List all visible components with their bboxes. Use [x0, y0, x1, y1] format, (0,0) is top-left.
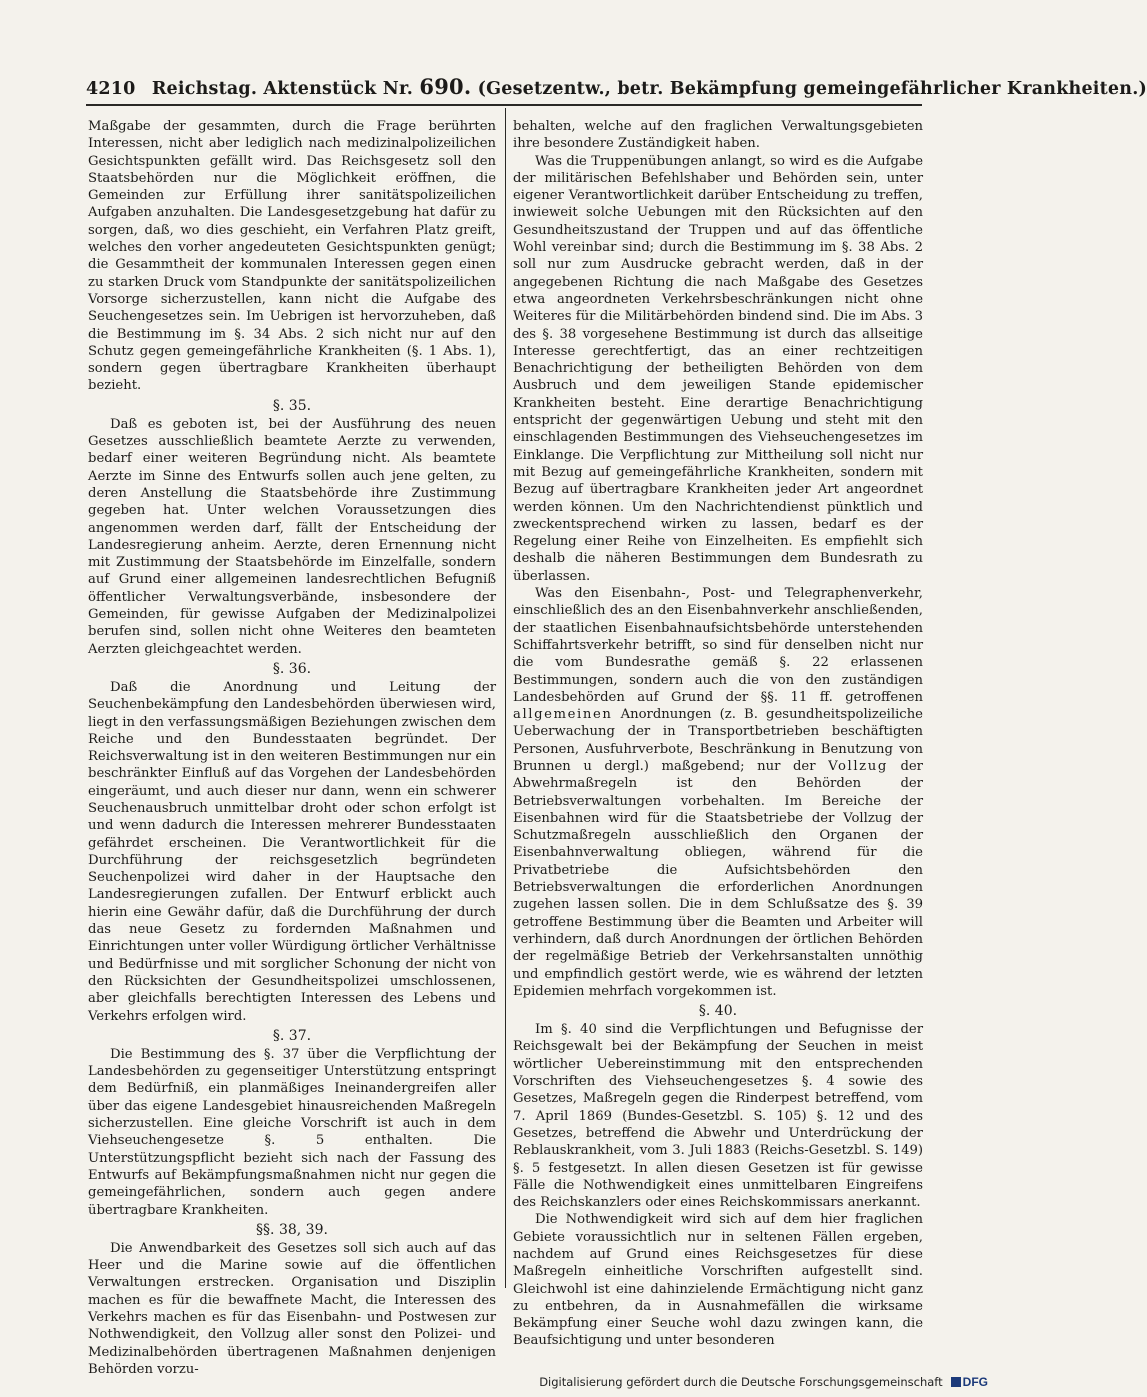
page-header	[86, 74, 1147, 102]
emphasis-text: Vollzug	[828, 758, 888, 774]
header-title: Reichstag. Aktenstück Nr.	[151, 79, 414, 99]
page-number: 4210	[86, 79, 136, 99]
paragraph: Maßgabe der gesammten, durch die Frage berührten Interessen, nicht aber lediglich nach medizinalpolizeilichen Gesichtspunkten gefällt wird. Das Reichsgesetz soll den Staatsbehörden nur die Möglichkeit eröffnen, die Gemeinden zur Erfüllung ihrer sanitätspolizeilichen Aufgaben anzuhalten. Die Landesgesetzgebung hat dafür zu sorgen, daß, wo dies geschieht, ein Verfahren Platz greift, welches den vorher angedeuteten Gesichtspunkten genügt; die Gesammtheit der kommunalen Interessen gegen einen zu starken Druck vom Standpunkte der sanitätspolizeilichen Vorsorge sicherzustellen, kann nicht die Aufgabe des Seuchengesetzes sein. Im Uebrigen ist hervorzuheben, daß die Bestimmung im §. 34 Abs. 2 sich nicht nur auf den Schutz gegen gemeingefährliche Krankheiten (§. 1 Abs. 1), sondern gegen übertragbare Krankheiten überhaupt bezieht.	[88, 119, 496, 394]
logo-text: DFG	[962, 1375, 988, 1389]
right-column	[513, 118, 923, 1350]
header-rule	[86, 104, 922, 106]
paragraph: Die Nothwendigkeit wird sich auf dem hier fraglichen Gebiete voraussichtlich nur in seltenen Fällen ergeben, nachdem auf Grund eines Reichsgesetzes für diese Maßregeln einheitliche Vorschriften aufgestellt sind. Gleichwohl ist eine dahinzielende Ermächtigung nicht ganz zu entbehren, da in Ausnahmefällen die wirksame Bekämpfung einer Seuche wohl dazu zwingen kann, die Beaufsichtigung und unter besonderen	[513, 1212, 923, 1349]
footer-text: Digitalisierung gefördert durch die Deutsche Forschungsgemeinschaft	[539, 1375, 943, 1389]
paragraph: Daß es geboten ist, bei der Ausführung des neuen Gesetzes ausschließlich beamtete Aerzte zu verwenden, bedarf einer weiteren Begründung nicht. Als beamtete Aerzte im Sinne des Entwurfs sollen auch jene gelten, zu deren Anstellung die Staatsbehörde ihre Zustimmung gegeben hat. Unter welchen Voraussetzungen dies angenommen werden darf, fällt der Entscheidung der Landesregierung anheim. Aerzte, deren Ernennung nicht mit Zustimmung der Staatsbehörde im Einzelfalle, sondern auf Grund einer allgemeinen landesrechtlichen Befugniß öffentlicher Verwaltungsverbände, insbesondere der Gemeinden, für gewisse Aufgaben der Medizinalpolizei berufen sind, sollen nicht ohne Weiteres den beamteten Aerzten gleichgeachtet werden.	[88, 416, 496, 657]
section-heading-40: §. 40.	[698, 1003, 738, 1020]
column-divider	[505, 108, 506, 1288]
section-heading-35: §. 35.	[272, 397, 312, 414]
section-heading-37: §. 37.	[272, 1027, 312, 1044]
text-run: Anordnungen (z. B. gesundheitspolizeiliche Ueberwachung der in Transportbetrieben beschäftigten Personen, Ausfuhrverbote, Beschränkung in Benutzung von Brunnen u dergl.) maßgebend; nur der	[513, 707, 923, 774]
section-heading-38-39: §§. 38, 39.	[256, 1221, 328, 1238]
section-heading-36: §. 36.	[272, 660, 312, 677]
digitization-footer	[539, 1373, 988, 1391]
emphasis-text: allgemeinen	[513, 707, 613, 723]
text-run: der Abwehrmaßregeln ist den Behörden der Betriebsverwaltungen vorbehalten. Im Bereiche der Eisenbahnen wird für die Staatsbetriebe der Vollzug der Schutzmaßregeln ausschließlich den Organen der Eisenbahnverwaltung obliegen, während für die Privatbetriebe die Aufsichtsbehörden den Betriebsverwaltungen die erforderlichen Anordnungen zugehen lassen sollen. Die in dem Schlußsatze des §. 39 getroffene Bestimmung über die Beamten und Arbeiter will verhindern, daß durch Anordnungen der örtlichen Behörden der regelmäßige Betrieb der Verkehrsanstalten unnöthig und empfindlich gestört werde, wie es während der letzten Epidemien mehrfach vorgekommen ist.	[513, 758, 923, 999]
left-column	[88, 118, 496, 1378]
document-number: 690.	[419, 74, 472, 99]
header-subtitle: (Gesetzentw., betr. Bekämpfung gemeingefährlicher Krankheiten.)	[477, 79, 1147, 99]
paragraph: behalten, welche auf den fraglichen Verwaltungsgebieten ihre besondere Zuständigkeit haben.	[513, 119, 923, 152]
paragraph: Daß die Anordnung und Leitung der Seuchenbekämpfung den Landesbehörden überwiesen wird, liegt in den verfassungsmäßigen Beziehungen zwischen dem Reiche und den Bundesstaaten begründet. Der Reichsverwaltung ist in den weiteren Bestimmungen nur ein beschränkter Einfluß auf das Vorgehen der Landesbehörden eingeräumt, und auch dieser nur dann, wenn ein schwerer Seuchenausbruch unmittelbar droht oder schon erfolgt ist und wenn dadurch die Interessen mehrerer Bundesstaaten gefährdet erscheinen. Die Verantwortlichkeit für die Durchführung der reichsgesetzlich begründeten Seuchenpolizei wird daher in der Hauptsache den Landesregierungen zufallen. Der Entwurf erblickt auch hierin eine Gewähr dafür, daß die Durchführung der durch das neue Gesetz zu fordernden Maßnahmen und Einrichtungen unter voller Würdigung örtlicher Verhältnisse und Bedürfnisse und mit sorglicher Schonung der nicht von den Rücksichten der Gesundheitspolizei umschlossenen, aber gleichfalls berechtigten Interessen des Lebens und Verkehrs erfolgen wird.	[88, 679, 496, 1024]
text-run: Was den Eisenbahn-, Post- und Telegraphenverkehr, einschließlich des an den Eisenbahnverkehr anschließenden, der staatlichen Eisenbahnaufsichtsbehörde unterstehenden Schiffahrtsverkehr betrifft, so sind für denselben nicht nur die vom Bundesrathe gemäß §. 22 erlassenen Bestimmungen, sondern auch die von den zuständigen Landesbehörden auf Grund der §§. 11 ff. getroffenen	[513, 586, 923, 705]
paragraph: Im §. 40 sind die Verpflichtungen und Befugnisse der Reichsgewalt bei der Bekämpfung der Seuchen in meist wörtlicher Uebereinstimmung mit den entsprechenden Vorschriften des Viehseuchengesetzes §. 4 sowie des Gesetzes, Maßregeln gegen die Rinderpest betreffend, vom 7. April 1869 (Bundes-Gesetzbl. S. 105) §. 12 und des Gesetzes, betreffend die Abwehr und Unterdrückung der Reblauskrankheit, vom 3. Juli 1883 (Reichs-Gesetzbl. S. 149) §. 5 festgesetzt. In allen diesen Gesetzen ist für gewisse Fälle die Nothwendigkeit eines unmittelbaren Eingreifens des Reichskanzlers oder eines Reichskommissars anerkannt.	[513, 1022, 923, 1211]
paragraph: Die Anwendbarkeit des Gesetzes soll sich auch auf das Heer und die Marine sowie auf die öffentlichen Verwaltungen erstrecken. Organisation und Disziplin machen es für die bewaffnete Macht, die Interessen des Verkehrs machen es für das Eisenbahn- und Postwesen zur Nothwendigkeit, den Vollzug aller sonst den Polizei- und Medizinalbehörden übertragenen Maßnahmen denjenigen Behörden vorzu-	[88, 1240, 496, 1377]
paragraph	[513, 585, 923, 1000]
paragraph: Was die Truppenübungen anlangt, so wird es die Aufgabe der militärischen Befehlshaber und Behörden sein, unter eigener Verantwortlichkeit darüber Entscheidung zu treffen, inwieweit solche Uebungen mit den Rücksichten auf den Gesundheitszustand der Truppen und auf das öffentliche Wohl vereinbar sind; durch die Bestimmung im §. 38 Abs. 2 soll nur zum Ausdrucke gebracht werden, daß in der angegebenen Richtung die nach Maßgabe des Gesetzes etwa angeordneten Verkehrsbeschränkungen nicht ohne Weiteres für die Militärbehörden bindend sind. Die im Abs. 3 des §. 38 vorgesehene Bestimmung ist durch das allseitige Interesse gerechtfertigt, das an einer rechtzeitigen Benachrichtigung der betheiligten Behörden von dem Ausbruch und dem jeweiligen Stande epidemischer Krankheiten besteht. Eine derartige Benachrichtigung entspricht der gegenwärtigen Uebung und steht mit den einschlagenden Bestimmungen des Viehseuchengesetzes im Einklange. Die Verpflichtung zur Mittheilung soll nicht nur mit Bezug auf gemeingefährliche Krankheiten, sondern mit Bezug auf übertragbare Krankheiten jeder Art angeordnet werden können. Um den Nachrichtendienst pünktlich und zweckentsprechend wirken zu lassen, bedarf es der Regelung einer Reihe von Einzelheiten. Es empfiehlt sich deshalb die näheren Bestimmungen dem Bundesrath zu überlassen.	[513, 153, 923, 584]
dfg-logo	[951, 1375, 988, 1389]
logo-square-icon	[951, 1377, 961, 1387]
paragraph: Die Bestimmung des §. 37 über die Verpflichtung der Landesbehörden zu gegenseitiger Unterstützung entspringt dem Bedürfniß, ein planmäßiges Ineinandergreifen aller über das eigene Landesgebiet hinausreichenden Maßregeln sicherzustellen. Eine gleiche Vorschrift ist auch in dem Viehseuchengesetze §. 5 enthalten. Die Unterstützungspflicht bezieht sich nach der Fassung des Entwurfs auf Bekämpfungsmaßnahmen nicht nur gegen die gemeingefährlichen, sondern auch gegen andere übertragbare Krankheiten.	[88, 1046, 496, 1218]
